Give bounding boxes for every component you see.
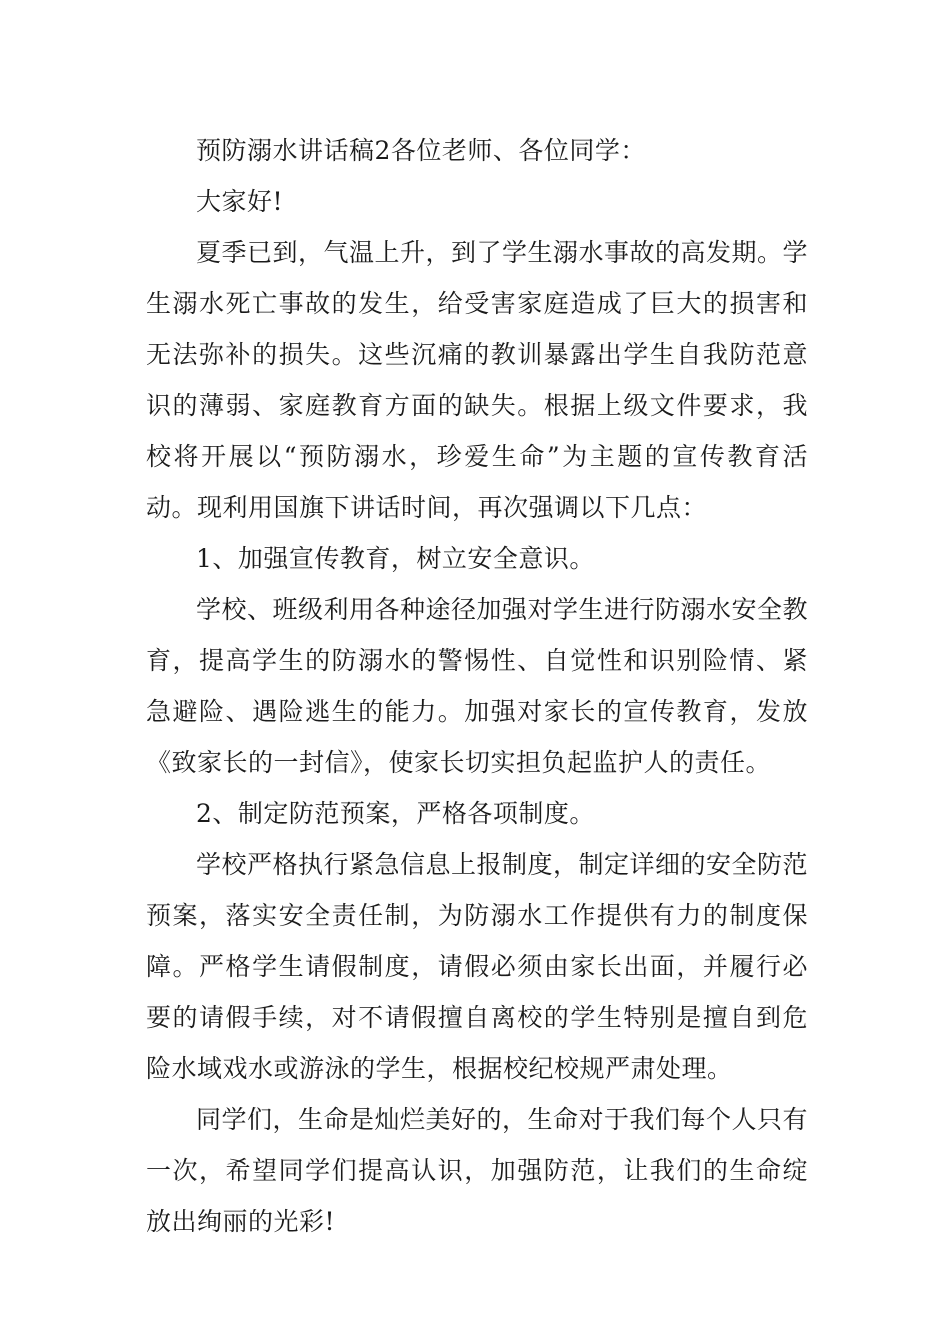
- paragraph-point-1-title: 1、加强宣传教育，树立安全意识。: [196, 544, 595, 573]
- paragraph-hello: 大家好!: [196, 187, 284, 216]
- paragraph-point-1-body: 学校、班级利用各种途径加强对学生进行防溺水安全教育，提高学生的防溺水的警惕性、自觉性和识别险情、紧急避险、遇险逃生的能力。加强对家长的宣传教育，发放《致家长的一封信》，使家长切实担负起监护人的责任。: [146, 595, 809, 777]
- paragraph-intro: 夏季已到，气温上升，到了学生溺水事故的高发期。学生溺水死亡事故的发生，给受害家庭造成了巨大的损害和无法弥补的损失。这些沉痛的教训暴露出学生自我防范意识的薄弱、家庭教育方面的缺失。根据上级文件要求，我校将开展以“预防溺水，珍爱生命”为主题的宣传教育活动。现利用国旗下讲话时间，再次强调以下几点：: [146, 238, 809, 522]
- document-body: [146, 125, 808, 1247]
- paragraph-point-2-title: 2、制定防范预案，严格各项制度。: [196, 799, 595, 828]
- paragraph-closing: 同学们，生命是灿烂美好的，生命对于我们每个人只有一次，希望同学们提高认识，加强防范，让我们的生命绽放出绚丽的光彩!: [146, 1105, 809, 1236]
- paragraph-heading-greeting: 预防溺水讲话稿2各位老师、各位同学：: [196, 136, 646, 165]
- paragraph-point-2-body: 学校严格执行紧急信息上报制度，制定详细的安全防范预案，落实安全责任制，为防溺水工作提供有力的制度保障。严格学生请假制度，请假必须由家长出面，并履行必要的请假手续，对不请假擅自离校的学生特别是擅自到危险水域戏水或游泳的学生，根据校纪校规严肃处理。: [146, 850, 809, 1083]
